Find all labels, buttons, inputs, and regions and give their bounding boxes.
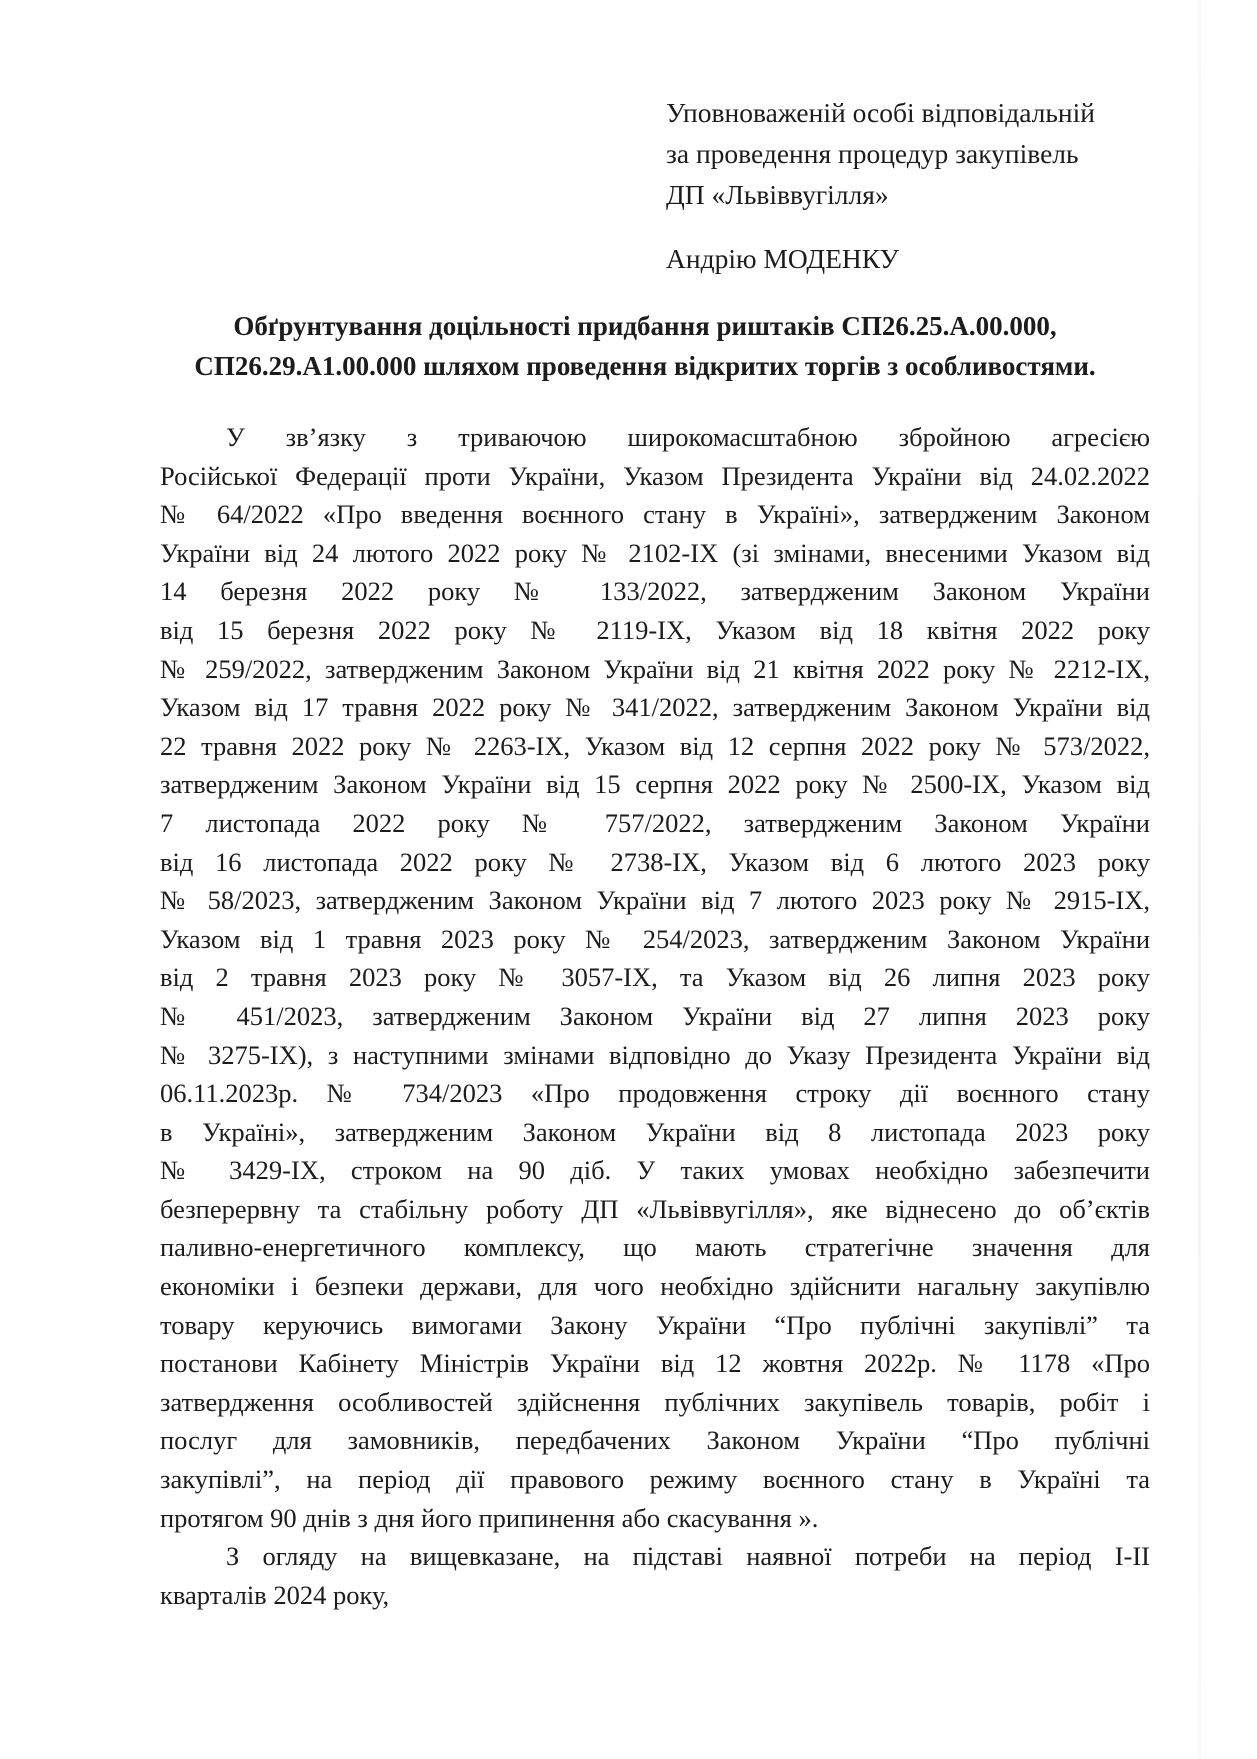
addressee-line-2: за проведення процедур закупівель xyxy=(666,138,1079,169)
body-line: протягом 90 днів з дня його припинення або скасування ». xyxy=(160,1502,819,1533)
document-title xyxy=(150,306,1140,386)
body-line: Указом від 17 травня 2022 року № 341/2022, затвердженим Законом України від xyxy=(160,692,1150,723)
addressee-line-1: Уповноваженій особі відповідальній xyxy=(666,97,1095,128)
body-line: економіки і безпеки держави, для чого необхідно здійснити нагальну закупівлю xyxy=(160,1271,1150,1302)
body-line: Указом від 1 травня 2023 року № 254/2023, затвердженим Законом України xyxy=(160,923,1150,954)
body-line: від 15 березня 2022 року № 2119-IX, Указом від 18 квітня 2022 року xyxy=(160,614,1150,645)
body-line: кварталів 2024 року, xyxy=(160,1579,390,1610)
body-line: № 64/2022 «Про введення воєнного стану в Україні», затвердженим Законом xyxy=(160,499,1150,530)
title-line-1: Обґрунтування доцільності придбання риштаків СП26.25.А.00.000, xyxy=(233,311,1057,341)
body-line: № 3429-IX, строком на 90 діб. У таких умовах необхідно забезпечити xyxy=(160,1155,1150,1186)
body-line: паливно-енергетичного комплексу, що мають стратегічне значення для xyxy=(160,1232,1150,1263)
body-line: постанови Кабінету Міністрів України від 12 жовтня 2022р. № 1178 «Про xyxy=(160,1348,1150,1379)
body-line: безперервну та стабільну роботу ДП «Львіввугілля», яке віднесено до об’єктів xyxy=(160,1193,1150,1224)
body-line: затвердження особливостей здійснення публічних закупівель товарів, робіт і xyxy=(160,1386,1150,1417)
body-line: У зв’язку з триваючою широкомасштабною збройною агресією xyxy=(226,422,1150,452)
body-line: Російської Федерації проти України, Указом Президента України від 24.02.2022 xyxy=(160,460,1150,491)
document-body xyxy=(160,418,1150,1614)
body-line: України від 24 лютого 2022 року № 2102-IX (зі змінами, внесеними Указом від xyxy=(160,537,1150,568)
body-line: № 259/2022, затвердженим Законом України від 21 квітня 2022 року № 2212-IX, xyxy=(160,653,1150,684)
body-line: № 58/2023, затвердженим Законом України від 7 лютого 2023 року № 2915-IX, xyxy=(160,885,1150,916)
body-line: від 16 листопада 2022 року № 2738-IX, Указом від 6 лютого 2023 року xyxy=(160,846,1150,877)
title-line-2: СП26.29.А1.00.000 шляхом проведення відкритих торгів з особливостями. xyxy=(194,351,1096,381)
body-line: З огляду на вищевказане, на підставі наявної потреби на період І-ІІ xyxy=(226,1541,1150,1572)
body-line: 7 листопада 2022 року № 757/2022, затвердженим Законом України xyxy=(160,807,1150,838)
body-line: послуг для замовників, передбачених Законом України “Про публічні xyxy=(160,1425,1150,1456)
body-line: в Україні», затвердженим Законом України від 8 листопада 2023 року xyxy=(160,1116,1150,1147)
body-line: 06.11.2023р. № 734/2023 «Про продовження строку дії воєнного стану xyxy=(160,1078,1150,1109)
scan-edge-shadow xyxy=(1198,0,1201,1759)
body-line: від 2 травня 2023 року № 3057-IX, та Указом від 26 липня 2023 року xyxy=(160,962,1150,993)
body-line: товару керуючись вимогами Закону України “Про публічні закупівлі” та xyxy=(160,1309,1150,1340)
addressee-line-3: ДП «Львіввугілля» xyxy=(666,179,889,210)
body-line: № 3275-IX), з наступними змінами відповідно до Указу Президента України від xyxy=(160,1039,1150,1070)
body-line: № 451/2023, затвердженим Законом України від 27 липня 2023 року xyxy=(160,1000,1150,1031)
body-line: 14 березня 2022 року № 133/2022, затвердженим Законом України xyxy=(160,576,1150,607)
body-line: затвердженим Законом України від 15 серпня 2022 року № 2500-IX, Указом від xyxy=(160,769,1150,800)
addressee-name: Андрію МОДЕНКУ xyxy=(666,243,899,274)
addressee-block xyxy=(666,92,1186,215)
body-line: 22 травня 2022 року № 2263-IX, Указом від 12 серпня 2022 року № 573/2022, xyxy=(160,730,1150,761)
body-line: закупівлі”, на період дії правового режиму воєнного стану в Україні та xyxy=(160,1464,1150,1495)
